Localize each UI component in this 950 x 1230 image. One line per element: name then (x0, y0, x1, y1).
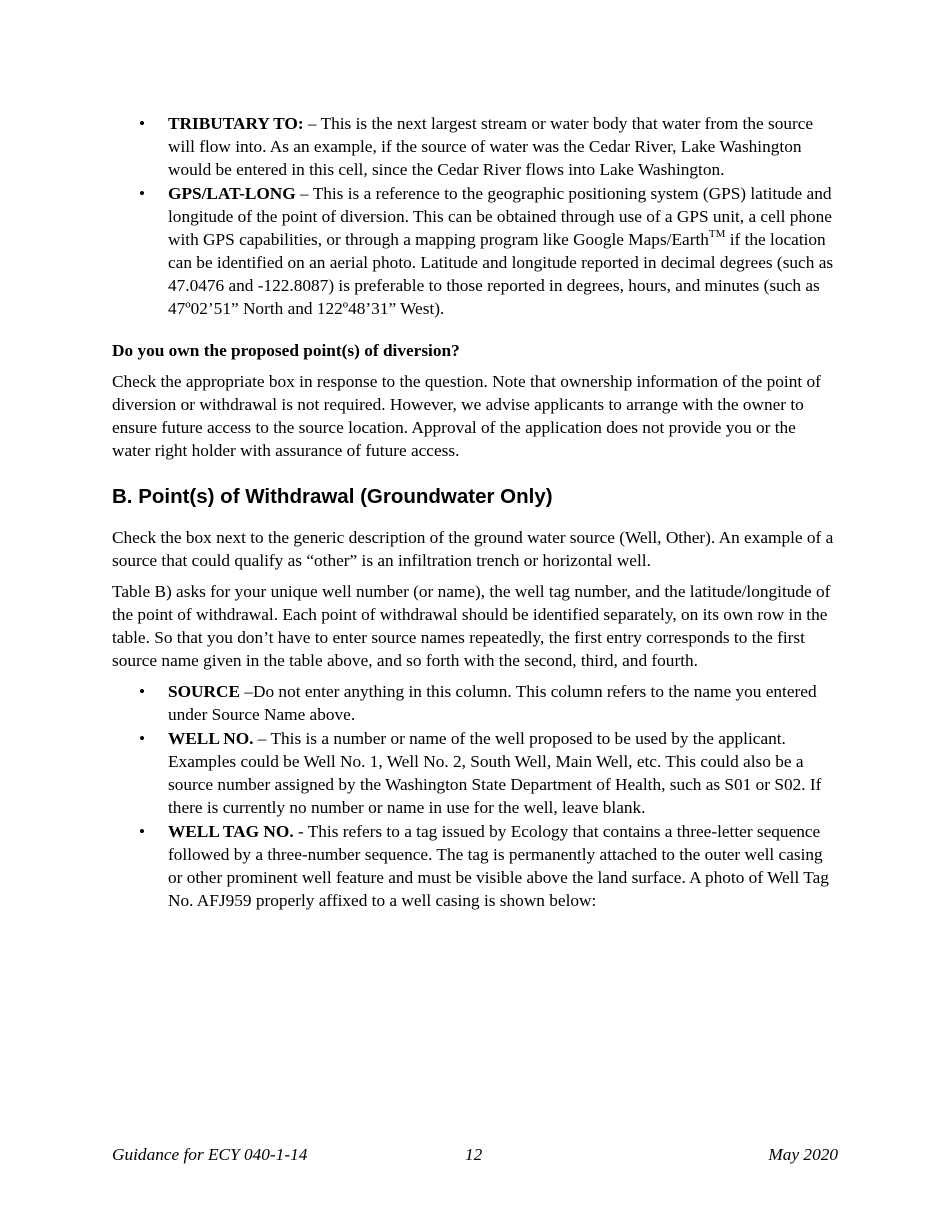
list-item-well-no (112, 727, 838, 819)
footer-date: May 2020 (768, 1145, 838, 1164)
list-item-gps (112, 182, 838, 320)
trademark-sup: TM (708, 228, 726, 241)
section-paragraph-2: Table B) asks for your unique well number (or name), the well tag number, and the latitude/longitude of the point of withdrawal. Each point of withdrawal should be identified separately, on its own row in the table. So that you don’t have to enter source names repeatedly, the first entry corresponds to the first source name given in the table above, and so forth with the second, third, and fourth. (112, 582, 831, 670)
desc-well-no: – This is a number or name of the well proposed to be used by the applicant. Examples could be Well No. 1, Well No. 2, South Well, Main Well, etc. This could also be a source number assigned by the Washington State Department of Health, such as S01 or S02. If there is currently no number or name in use for the well, leave blank. (168, 729, 822, 817)
list-item-tributary (112, 112, 838, 181)
footer-document-title: Guidance for ECY 040-1-14 (112, 1145, 308, 1164)
bullet-icon: • (139, 822, 146, 841)
document-page (112, 112, 838, 913)
bullet-icon: • (139, 184, 146, 203)
bullet-icon: • (139, 114, 146, 133)
desc-source: –Do not enter anything in this column. This column refers to the name you entered under Source Name above. (168, 682, 817, 724)
question-paragraph: Check the appropriate box in response to the question. Note that ownership information of the point of diversion or withdrawal is not required. However, we advise applicants to arrange with the owner to ensure future access to the source location. Approval of the application does not provide you or the water right holder with assurance of future access. (112, 372, 821, 460)
section-heading: B. Point(s) of Withdrawal (Groundwater Only) (112, 485, 553, 508)
desc-gps-part1: – This is a reference to the geographic positioning system (GPS) latitude and longitude of the point of diversion. This can be obtained through use of a GPS unit, a cell phone with GPS capabilities, or through a mapping program like Google Maps/Earth (168, 184, 832, 249)
term-well-no: WELL NO. (168, 729, 254, 748)
bullet-icon: • (139, 682, 146, 701)
list-item-well-tag (112, 820, 838, 912)
bullet-icon: • (139, 729, 146, 748)
section-paragraph-1: Check the box next to the generic description of the ground water source (Well, Other). An example of a source that could qualify as “other” is an infiltration trench or horizontal well. (112, 528, 834, 570)
desc-gps-part2: if the location can be identified on an aerial photo. Latitude and longitude reported in decimal degrees (such as 47.0476 and -122.8087) is preferable to those reported in degrees, hours, and minutes (such as 47º02’51” North and 122º48’31” West). (168, 230, 834, 318)
desc-well-tag: - This refers to a tag issued by Ecology that contains a three-letter sequence followed by a three-number sequence. The tag is permanently attached to the outer well casing or other prominent well feature and must be visible above the land surface. A photo of Well Tag No. AFJ959 properly affixed to a well casing is shown below: (168, 822, 829, 910)
bullet-list-top (112, 112, 838, 320)
question-heading: Do you own the proposed point(s) of diversion? (112, 341, 460, 360)
desc-tributary: – This is the next largest stream or water body that water from the source will flow into. As an example, if the source of water was the Cedar River, Lake Washington would be entered in this cell, since the Cedar River flows into Lake Washington. (168, 114, 814, 179)
term-source: SOURCE (168, 682, 241, 701)
term-tributary: TRIBUTARY TO: (168, 114, 304, 133)
footer-page-number: 12 (465, 1145, 483, 1164)
term-gps: GPS/LAT-LONG (168, 184, 296, 203)
list-item-source (112, 680, 838, 726)
page-footer (112, 1143, 838, 1165)
bullet-list-bottom (112, 680, 838, 912)
term-well-tag: WELL TAG NO. (168, 822, 294, 841)
